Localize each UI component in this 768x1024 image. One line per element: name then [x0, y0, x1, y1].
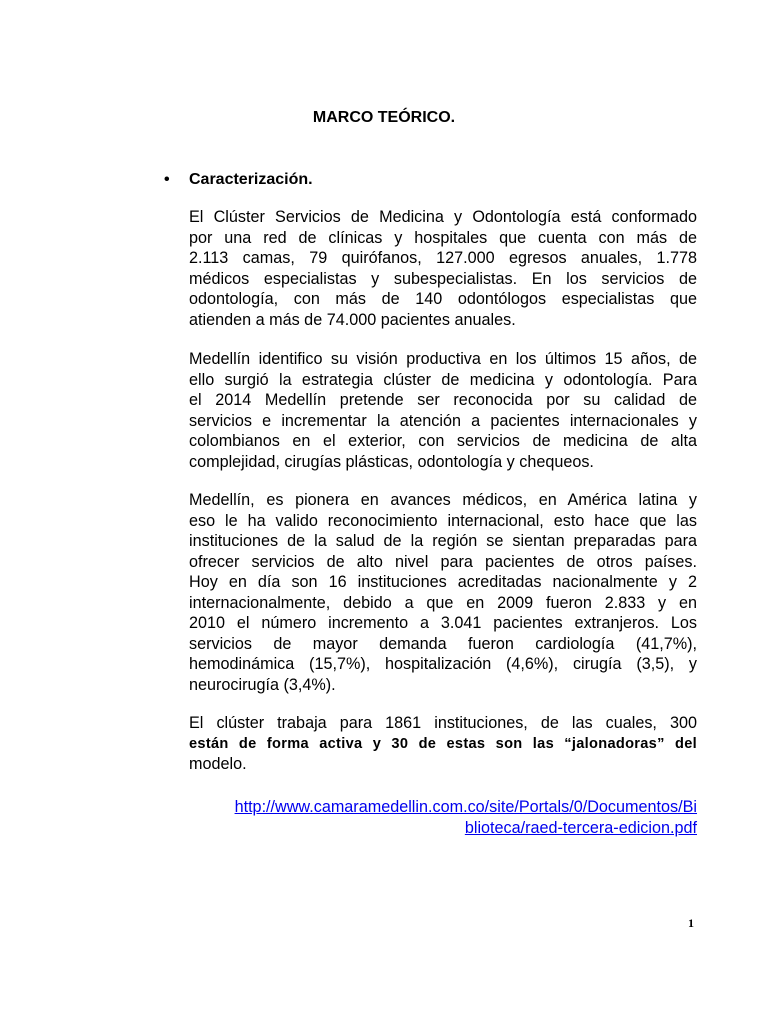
paragraph-line: atienden a más de 74.000 pacientes anuales.: [189, 310, 516, 329]
paragraph-line: servicios e incrementar la atención a pacientes internacionales y: [189, 411, 697, 430]
paragraph-cluster-description: [189, 207, 697, 330]
paragraph-line: internacionalmente, debido a que en 2009 fueron 2.833 y en: [189, 593, 697, 612]
paragraph-line: El clúster trabaja para 1861 instituciones, de las cuales, 300: [189, 714, 697, 732]
source-link-line[interactable]: http://www.camaramedellin.com.co/site/Portals/0/Documentos/Bi: [234, 798, 697, 816]
paragraph-line: odontología, con más de 140 odontólogos especialistas que: [189, 290, 697, 308]
paragraph-line: eso le ha valido reconocimiento internacional, esto hace que las: [189, 511, 697, 530]
paragraph-medellin-vision: [189, 349, 697, 472]
paragraph-line: están de forma activa y 30 de estas son las “jalonadoras” del: [189, 735, 697, 752]
paragraph-line: 2010 el número incremento a 3.041 pacientes extranjeros. Los: [189, 614, 697, 632]
paragraph-line: colombianos en el exterior, con servicios de medicina de alta: [189, 432, 697, 450]
paragraph-line: 2.113 camas, 79 quirófanos, 127.000 egresos anuales, 1.778: [189, 249, 697, 267]
paragraph-line: ofrecer servicios de alto nivel para pacientes de otros países.: [189, 552, 697, 571]
paragraph-line: servicios de mayor demanda fueron cardiología (41,7%),: [189, 634, 697, 653]
paragraph-cluster-institutions: [189, 713, 697, 775]
page-number: 1: [688, 916, 694, 930]
paragraph-line: Medellín identifico su visión productiva en los últimos 15 años, de: [189, 350, 697, 368]
paragraph-line: Hoy en día son 16 instituciones acreditadas nacionalmente y 2: [189, 573, 697, 591]
paragraph-line: por una red de clínicas y hospitales que cuenta con más de: [189, 228, 697, 247]
source-link-line[interactable]: blioteca/raed-tercera-edicion.pdf: [464, 819, 697, 837]
paragraph-line: instituciones de la salud de la región se sientan preparadas para: [189, 532, 697, 550]
bullet-icon: •: [164, 171, 170, 188]
paragraph-line: ello surgió la estrategia clúster de medicina y odontología. Para: [189, 370, 697, 389]
source-link[interactable]: [189, 797, 697, 839]
paragraph-medical-advances: [189, 490, 697, 695]
paragraph-line: complejidad, cirugías plásticas, odontología y chequeos.: [189, 452, 594, 471]
paragraph-line: modelo.: [189, 755, 247, 773]
paragraph-line: el 2014 Medellín pretende ser reconocida por su calidad de: [189, 391, 697, 409]
paragraph-line: Medellín, es pionera en avances médicos, en América latina y: [189, 491, 697, 509]
paragraph-line: médicos especialistas y subespecialistas. En los servicios de: [189, 269, 697, 288]
paragraph-line: hemodinámica (15,7%), hospitalización (4,6%), cirugía (3,5), y: [189, 655, 697, 673]
paragraph-line: El Clúster Servicios de Medicina y Odontología está conformado: [189, 208, 697, 226]
paragraph-line: neurocirugía (3,4%).: [189, 675, 336, 694]
page-title: MARCO TEÓRICO.: [312, 109, 456, 126]
section-heading-label: Caracterización.: [189, 171, 313, 188]
